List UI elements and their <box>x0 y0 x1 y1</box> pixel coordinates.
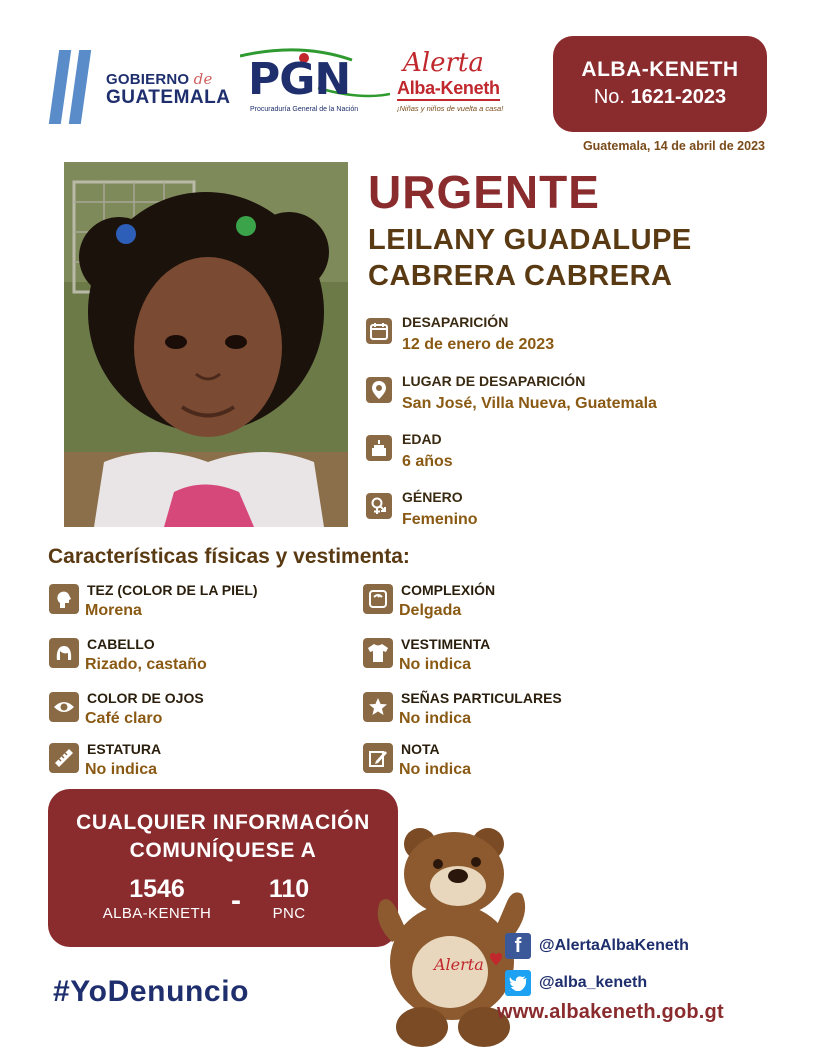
note-edit-icon <box>363 743 393 773</box>
characteristics-title: Características físicas y vestimenta: <box>48 545 410 568</box>
char-senas: SEÑAS PARTICULARES No indica <box>363 690 663 736</box>
child-photo <box>64 162 348 527</box>
char-cabello: CABELLO Rizado, castaño <box>49 636 349 682</box>
char-nota: NOTA No indica <box>363 741 663 787</box>
hair-icon <box>49 638 79 668</box>
cake-icon <box>366 435 392 461</box>
gobierno-logo-bars <box>52 50 98 124</box>
issue-date: Guatemala, 14 de abril de 2023 <box>582 139 765 153</box>
gender-icon <box>366 493 392 519</box>
pgn-wordmark: PGN <box>248 54 351 105</box>
char-tez: TEZ (COLOR DE LA PIEL) Morena <box>49 582 349 628</box>
phone-pnc-label: PNC <box>272 905 306 922</box>
detail-desaparicion: DESAPARICIÓN 12 de enero de 2023 <box>366 314 766 360</box>
website-link[interactable]: www.albakeneth.gob.gt <box>497 1001 724 1023</box>
twitter-icon <box>505 970 531 996</box>
hashtag: #YoDenuncio <box>53 975 250 1008</box>
scale-icon <box>363 584 393 614</box>
phone-separator: - <box>231 884 241 917</box>
calendar-icon <box>366 318 392 344</box>
gobierno-logo-text: GOBIERNO de GUATEMALA <box>106 70 231 108</box>
char-estatura: ESTATURA No indica <box>49 741 349 787</box>
ruler-icon <box>49 743 79 773</box>
shirt-icon <box>363 638 393 668</box>
alerta-alba-keneth-logo: Alerta Alba-Keneth ¡Niñas y niños de vuelta a casa! <box>397 48 504 113</box>
facebook-icon: f <box>505 933 531 959</box>
alert-number-badge: ALBA-KENETH No. 1621-2023 <box>553 36 767 132</box>
twitter-link[interactable]: @alba_keneth <box>505 970 765 1000</box>
phone-alba-keneth-label: ALBA-KENETH <box>102 905 212 922</box>
detail-genero: GÉNERO Femenino <box>366 489 766 535</box>
detail-edad: EDAD 6 años <box>366 431 766 477</box>
location-pin-icon <box>366 377 392 403</box>
pgn-subtitle: Procuraduría General de la Nación <box>250 106 359 113</box>
char-complexion: COMPLEXIÓN Delgada <box>363 582 663 628</box>
char-vestimenta: VESTIMENTA No indica <box>363 636 663 682</box>
star-icon <box>363 692 393 722</box>
phone-pnc: 110 <box>268 875 310 903</box>
urgency-title: URGENTE <box>368 166 600 218</box>
char-ojos: COLOR DE OJOS Café claro <box>49 690 349 736</box>
mascot-alerta-text: Alerta <box>434 955 484 974</box>
phone-alba-keneth: 1546 <box>129 875 185 903</box>
facebook-link[interactable]: f @AlertaAlbaKeneth <box>505 933 765 963</box>
missing-person-name: LEILANY GUADALUPE CABRERA CABRERA <box>368 224 692 292</box>
eye-icon <box>49 692 79 722</box>
contact-info-box: CUALQUIER INFORMACIÓN COMUNÍQUESE A 1546 ALBA-KENETH - 110 PNC <box>48 789 398 947</box>
pgn-logo <box>240 48 390 116</box>
head-profile-icon <box>49 584 79 614</box>
detail-lugar: LUGAR DE DESAPARICIÓN San José, Villa Nueva, Guatemala <box>366 373 766 419</box>
